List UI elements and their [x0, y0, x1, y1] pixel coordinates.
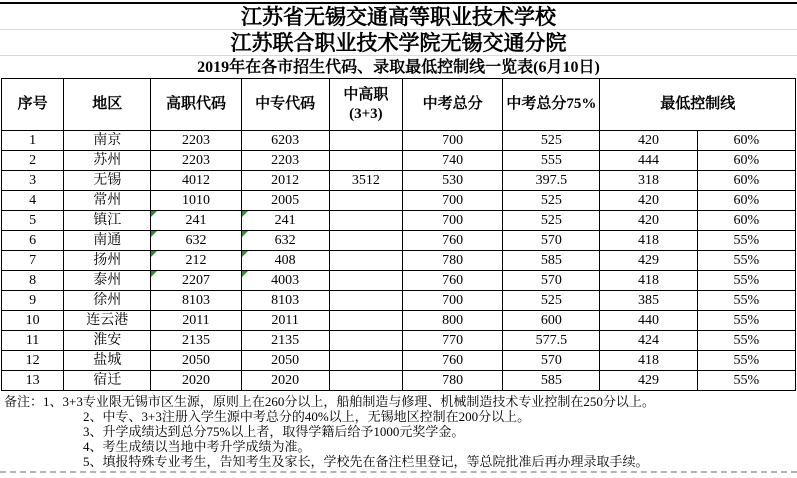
table-cell	[329, 331, 402, 351]
note-line: 4、考生成绩以当地中考升学成绩为准。	[83, 439, 311, 454]
table-row	[2, 311, 796, 331]
table-cell: 13	[2, 371, 64, 391]
table-cell: 700	[402, 291, 502, 311]
error-indicator-triangle-icon	[151, 231, 157, 237]
table-cell: 南通	[64, 231, 151, 251]
table-row	[2, 151, 796, 171]
table-title: 2019年在各市招生代码、录取最低控制线一览表(6月10日)	[197, 59, 600, 76]
table-cell: 700	[402, 191, 502, 211]
table-cell: 525	[503, 131, 600, 151]
table-cell: 780	[402, 371, 502, 391]
table-cell: 585	[503, 371, 600, 391]
table-cell: 55%	[697, 291, 795, 311]
table-cell: 241	[151, 211, 241, 231]
table-cell	[329, 191, 402, 211]
table-cell: 525	[503, 211, 600, 231]
table-cell: 2020	[241, 371, 329, 391]
table-cell: 397.5	[503, 171, 600, 191]
table-cell: 4	[2, 191, 64, 211]
table-cell: 6	[2, 231, 64, 251]
table-cell: 55%	[697, 311, 795, 331]
table-row	[2, 171, 796, 191]
notes-label: 备注：	[4, 394, 44, 409]
table-cell: 3	[2, 171, 64, 191]
table-cell	[329, 131, 402, 151]
table-cell: 徐州	[64, 291, 151, 311]
table-cell: 420	[600, 131, 697, 151]
table-cell: 418	[600, 271, 697, 291]
error-indicator-triangle-icon	[151, 251, 157, 257]
table-cell: 570	[503, 271, 600, 291]
table-cell: 418	[600, 351, 697, 371]
table-cell: 55%	[697, 271, 795, 291]
table-cell	[329, 371, 402, 391]
table-cell: 8	[2, 271, 64, 291]
table-cell: 2135	[241, 331, 329, 351]
column-header-zhonggaozhi-code: 中高职 (3+3)	[329, 79, 402, 131]
table-cell: 760	[402, 271, 502, 291]
table-cell	[329, 351, 402, 371]
table-cell	[329, 151, 402, 171]
table-cell: 55%	[697, 231, 795, 251]
table-cell: 555	[503, 151, 600, 171]
table-cell: 385	[600, 291, 697, 311]
error-indicator-triangle-icon	[151, 211, 157, 217]
table-row	[2, 351, 796, 371]
table-cell: 宿迁	[64, 371, 151, 391]
table-cell: 2005	[241, 191, 329, 211]
table-cell: 525	[503, 191, 600, 211]
table-cell: 525	[503, 291, 600, 311]
table-row	[2, 331, 796, 351]
table-cell	[329, 311, 402, 331]
column-header-zhongkao-total-75: 中考总分75%	[503, 79, 600, 131]
table-cell: 212	[151, 251, 241, 271]
table-cell: 429	[600, 371, 697, 391]
table-cell: 2011	[151, 311, 241, 331]
table-cell: 连云港	[64, 311, 151, 331]
table-cell: 60%	[697, 171, 795, 191]
school-title: 江苏省无锡交通高等职业技术学校	[0, 2, 797, 29]
column-header-region: 地区	[64, 79, 151, 131]
table-cell: 60%	[697, 191, 795, 211]
table-cell: 2050	[241, 351, 329, 371]
table-cell: 740	[402, 151, 502, 171]
table-cell: 418	[600, 231, 697, 251]
table-row	[2, 211, 796, 231]
table-cell: 无锡	[64, 171, 151, 191]
table-cell: 632	[151, 231, 241, 251]
table-cell: 7	[2, 251, 64, 271]
table-cell: 4003	[241, 271, 329, 291]
page-break-dashed-line	[0, 471, 797, 473]
table-cell: 241	[241, 211, 329, 231]
column-header-zhongzhuan-code: 中专代码	[241, 79, 329, 131]
table-cell: 1	[2, 131, 64, 151]
error-indicator-triangle-icon	[242, 271, 248, 277]
table-row	[2, 191, 796, 211]
table-cell	[329, 251, 402, 271]
table-cell: 2203	[151, 151, 241, 171]
column-header-min-control-line: 最低控制线	[600, 79, 796, 131]
table-cell: 429	[600, 251, 697, 271]
table-cell: 700	[402, 131, 502, 151]
table-cell: 420	[600, 191, 697, 211]
note-line: 备注：1、3+3专业限无锡市区生源，原则上在260分以上，船舶制造与修理、机械制造技术专业控制在250分以上。	[4, 394, 655, 409]
header-row	[2, 79, 796, 131]
table-cell: 600	[503, 311, 600, 331]
table-cell: 780	[402, 251, 502, 271]
table-row	[2, 271, 796, 291]
table-cell: 2135	[151, 331, 241, 351]
table-row	[2, 371, 796, 391]
table-cell: 55%	[697, 351, 795, 371]
table-cell: 3512	[329, 171, 402, 191]
table-cell: 12	[2, 351, 64, 371]
table-cell: 60%	[697, 151, 795, 171]
notes-section	[0, 394, 797, 469]
table-cell: 55%	[697, 251, 795, 271]
note-line: 3、升学成绩达到总分75%以上者，取得学籍后给予1000元奖学金。	[83, 424, 465, 439]
table-cell: 2050	[151, 351, 241, 371]
table-cell: 2	[2, 151, 64, 171]
column-header-gaozhi-code: 高职代码	[151, 79, 241, 131]
column-header-zhongkao-total: 中考总分	[402, 79, 502, 131]
table-cell: 8103	[241, 291, 329, 311]
table-cell	[329, 211, 402, 231]
table-cell: 424	[600, 331, 697, 351]
table-cell: 苏州	[64, 151, 151, 171]
table-row	[2, 251, 796, 271]
table-cell: 2011	[241, 311, 329, 331]
table-cell: 632	[241, 231, 329, 251]
error-indicator-triangle-icon	[242, 231, 248, 237]
table-cell: 60%	[697, 131, 795, 151]
table-cell: 2020	[151, 371, 241, 391]
table-cell: 577.5	[503, 331, 600, 351]
table-cell: 5	[2, 211, 64, 231]
college-title: 江苏联合职业技术学院无锡交通分院	[230, 31, 567, 55]
error-indicator-triangle-icon	[151, 271, 157, 277]
table-cell: 770	[402, 331, 502, 351]
table-cell	[329, 231, 402, 251]
table-cell: 530	[402, 171, 502, 191]
table-cell: 2012	[241, 171, 329, 191]
table-cell: 9	[2, 291, 64, 311]
table-cell	[329, 271, 402, 291]
table-cell: 盐城	[64, 351, 151, 371]
table-cell: 常州	[64, 191, 151, 211]
table-cell: 760	[402, 231, 502, 251]
table-cell: 1010	[151, 191, 241, 211]
table-cell: 60%	[697, 211, 795, 231]
table-cell: 南京	[64, 131, 151, 151]
table-cell: 8103	[151, 291, 241, 311]
table-header	[2, 79, 796, 131]
admission-codes-table	[1, 78, 796, 391]
table-cell: 淮安	[64, 331, 151, 351]
table-cell: 镇江	[64, 211, 151, 231]
table-cell: 444	[600, 151, 697, 171]
table-cell: 扬州	[64, 251, 151, 271]
table-cell: 800	[402, 311, 502, 331]
table-cell: 55%	[697, 371, 795, 391]
table-cell: 420	[600, 211, 697, 231]
table-cell: 408	[241, 251, 329, 271]
note-line: 5、填报特殊专业考生，告知考生及家长，学校先在备注栏里登记，等总院批准后再办理录取手续。	[83, 454, 649, 469]
table-cell: 440	[600, 311, 697, 331]
table-row	[2, 291, 796, 311]
table-cell: 6203	[241, 131, 329, 151]
column-header-no: 序号	[2, 79, 64, 131]
table-cell: 泰州	[64, 271, 151, 291]
table-cell: 570	[503, 351, 600, 371]
table-cell: 11	[2, 331, 64, 351]
note-line: 2、中专、3+3注册入学生源中考总分的40%以上，无锡地区控制在200分以上。	[83, 409, 531, 424]
table-row	[2, 231, 796, 251]
table-cell: 318	[600, 171, 697, 191]
table-cell: 2203	[151, 131, 241, 151]
error-indicator-triangle-icon	[242, 211, 248, 217]
table-cell	[329, 291, 402, 311]
table-cell: 585	[503, 251, 600, 271]
table-cell: 2203	[241, 151, 329, 171]
table-body	[2, 131, 796, 391]
table-cell: 700	[402, 211, 502, 231]
table-cell: 55%	[697, 331, 795, 351]
table-cell: 2207	[151, 271, 241, 291]
table-row	[2, 131, 796, 151]
table-cell: 570	[503, 231, 600, 251]
table-cell: 760	[402, 351, 502, 371]
table-cell: 4012	[151, 171, 241, 191]
table-cell: 10	[2, 311, 64, 331]
error-indicator-triangle-icon	[242, 251, 248, 257]
